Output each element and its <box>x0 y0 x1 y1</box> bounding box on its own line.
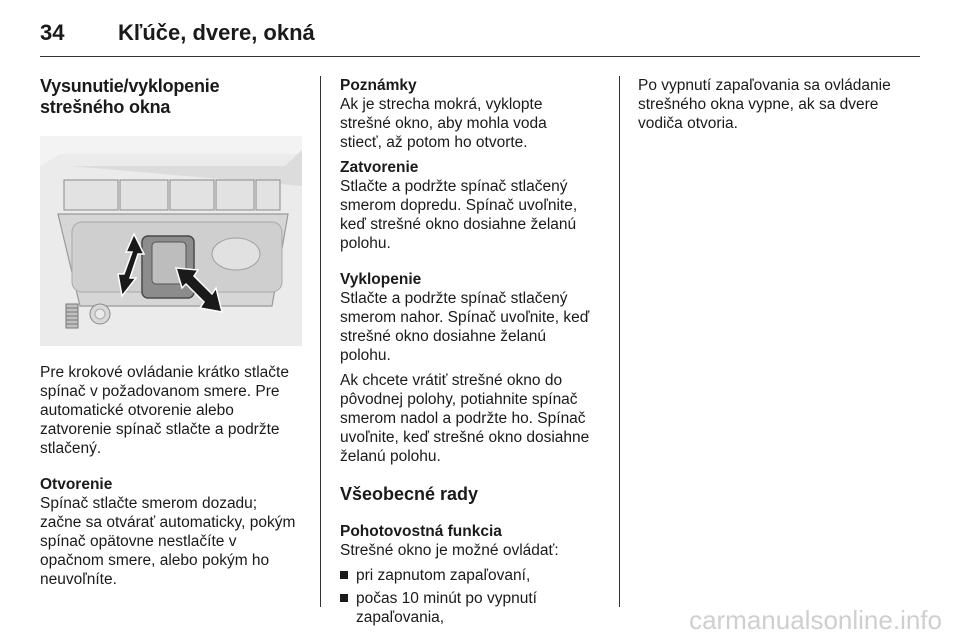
list-item <box>340 566 605 585</box>
intro-line: spínač v požadovanom smere. Pre <box>40 383 280 400</box>
opening-heading: Otvorenie <box>40 476 113 493</box>
closing-text <box>340 177 605 253</box>
general-heading: Všeobecné rady <box>340 484 479 504</box>
restore-text <box>340 371 605 466</box>
opening-line: Spínač stlačte smerom dozadu; <box>40 495 258 512</box>
restore-line: želanú polohu. <box>340 448 441 465</box>
opening-line: začne sa otvárať automaticky, pokým <box>40 514 296 531</box>
list-item <box>340 589 605 627</box>
tilt-heading: Vyklopenie <box>340 271 422 288</box>
note-heading: Poznámky <box>340 77 417 94</box>
column-divider-1 <box>320 76 321 607</box>
bullet-square-icon <box>340 594 348 602</box>
intro-line: Pre krokové ovládanie krátko stlačte <box>40 364 289 381</box>
note-line: stiecť, až potom ho otvorte. <box>340 134 528 151</box>
note-text <box>340 95 605 152</box>
standby-heading: Pohotovostná funkcia <box>340 523 502 540</box>
ignition-line: vodiča otvoria. <box>638 115 738 132</box>
opening-line: opačnom smere, alebo pokým ho <box>40 552 270 569</box>
column-2 <box>340 76 605 631</box>
tilt-text <box>340 289 605 365</box>
list-item-text: počas 10 minút po vypnutí <box>356 590 537 607</box>
column-divider-2 <box>619 76 620 607</box>
note-line: strešné okno, aby mohla voda <box>340 115 547 132</box>
intro-line: zatvorenie spínač stlačte a podržte <box>40 421 280 438</box>
tilt-line: strešné okno dosiahne želanú <box>340 328 546 345</box>
closing-line: polohu. <box>340 235 391 252</box>
restore-line: Ak chcete vrátiť strešné okno do <box>340 372 563 389</box>
note-line: Ak je strecha mokrá, vyklopte <box>340 96 543 113</box>
ignition-line: strešného okna vypne, ak sa dvere <box>638 96 879 113</box>
tilt-line: polohu. <box>340 347 391 364</box>
ignition-line: Po vypnutí zapaľovania sa ovládanie <box>638 77 891 94</box>
restore-line: uvoľnite, keď strešné okno dosiahne <box>340 429 590 446</box>
closing-heading: Zatvorenie <box>340 159 419 176</box>
opening-line: spínač opätovne nestlačíte v <box>40 533 237 550</box>
opening-text <box>40 494 305 589</box>
column-3 <box>638 76 908 133</box>
sunroof-switch-illustration <box>40 136 302 346</box>
tilt-line: smerom nahor. Spínač uvoľnite, keď <box>340 309 590 326</box>
bullet-square-icon <box>340 571 348 579</box>
list-item-text: pri zapnutom zapaľovaní, <box>356 567 531 584</box>
page-number: 34 <box>40 20 65 45</box>
column-1 <box>40 76 305 589</box>
list-item-text: zapaľovania, <box>356 609 445 626</box>
watermark: carmanualsonline.info <box>689 605 942 635</box>
closing-line: keď strešné okno dosiahne želanú <box>340 216 577 233</box>
intro-line: stlačený. <box>40 440 102 457</box>
ignition-off-text <box>638 76 908 133</box>
chapter-title: Kľúče, dvere, okná <box>118 20 315 45</box>
standby-text: Strešné okno je možné ovládať: <box>340 542 559 559</box>
header-divider <box>40 56 920 57</box>
intro-text <box>40 363 305 458</box>
closing-line: Stlačte a podržte spínač stlačený <box>340 178 568 195</box>
closing-line: smerom dopredu. Spínač uvoľnite, <box>340 197 578 214</box>
opening-line: neuvoľníte. <box>40 571 117 588</box>
standby-list <box>340 566 605 627</box>
intro-line: automatické otvorenie alebo <box>40 402 234 419</box>
tilt-line: Stlačte a podržte spínač stlačený <box>340 290 568 307</box>
restore-line: pôvodnej polohy, potiahnite spínač <box>340 391 578 408</box>
restore-line: smerom nadol a podržte ho. Spínač <box>340 410 586 427</box>
section-title: Vysunutie/vyklopenie strešného okna <box>40 76 220 117</box>
